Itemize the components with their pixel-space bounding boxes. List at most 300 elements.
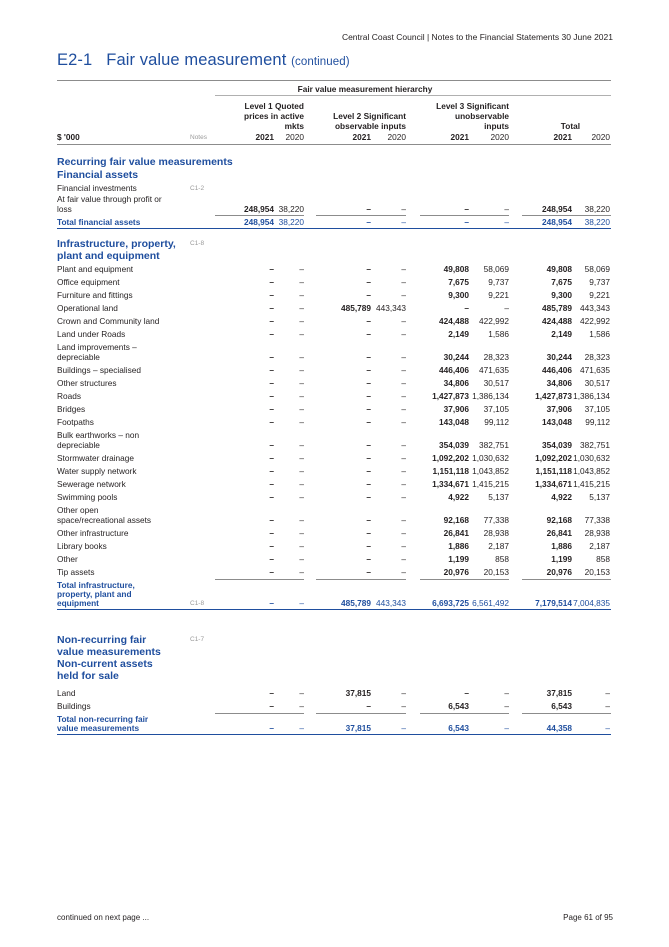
nonrecurring-heading: value measurements (57, 646, 161, 658)
row-value: 485,789 (542, 303, 572, 313)
row-value: 49,808 (546, 264, 572, 274)
row-value: 2,149 (551, 329, 572, 339)
row-value: – (269, 688, 274, 698)
nonrecurring-total-value: 37,815 (345, 723, 371, 733)
subtotal-rule (522, 215, 611, 216)
row-value: 28,938 (584, 528, 610, 538)
row-label: Roads (57, 391, 81, 401)
row-note: C1-8 (190, 600, 205, 607)
row-value: – (366, 701, 371, 711)
header-rule-bottom (57, 144, 611, 145)
recurring-heading: Recurring fair value measurements (57, 156, 233, 168)
running-header: Central Coast Council | Notes to the Financial Statements 30 June 2021 (341, 32, 613, 42)
row-value: – (299, 329, 304, 339)
infrastructure-heading: Infrastructure, property, (57, 238, 176, 250)
row-value: – (605, 688, 610, 698)
row-label: At fair value through profit or (57, 194, 162, 204)
row-value: – (401, 554, 406, 564)
row-value: 34,806 (546, 378, 572, 388)
subtotal-rule (316, 713, 406, 714)
row-label: depreciable (57, 440, 100, 450)
row-value: 7,675 (551, 277, 572, 287)
row-value: 1,415,215 (472, 479, 509, 489)
infrastructure-total-value: 6,693,725 (432, 598, 469, 608)
footer-continued: continued on next page ... (57, 913, 150, 922)
row-label: value measurements (57, 723, 140, 733)
row-value: 1,043,852 (573, 466, 610, 476)
nonrecurring-total-value: – (401, 723, 406, 733)
row-value: – (504, 688, 509, 698)
row-value: 30,244 (546, 352, 572, 362)
row-value: 38,220 (278, 204, 304, 214)
row-value: 92,168 (443, 515, 469, 525)
row-value: – (464, 688, 469, 698)
row-value: 1,043,852 (472, 466, 509, 476)
row-value: – (401, 492, 406, 502)
row-value: – (299, 541, 304, 551)
infrastructure-total-value: 7,004,835 (573, 598, 610, 608)
row-value: 471,635 (479, 365, 509, 375)
row-value: – (299, 417, 304, 427)
row-value: – (401, 391, 406, 401)
row-value: 1,586 (488, 329, 509, 339)
row-value: 38,220 (584, 204, 610, 214)
row-value: – (605, 701, 610, 711)
row-value: 143,048 (439, 417, 469, 427)
infrastructure-total-value: 7,179,514 (535, 598, 572, 608)
row-value: – (366, 479, 371, 489)
row-value: 9,221 (488, 290, 509, 300)
row-value: – (401, 515, 406, 525)
level1-heading-line: Level 1 Quoted (244, 101, 304, 111)
row-label: Stormwater drainage (57, 453, 135, 463)
row-label: Sewerage network (57, 479, 126, 489)
row-value: 9,300 (448, 290, 469, 300)
row-value: 30,244 (443, 352, 469, 362)
row-label: Bulk earthworks – non (57, 430, 140, 440)
row-value: – (366, 515, 371, 525)
row-value: – (299, 391, 304, 401)
row-value: 37,815 (546, 688, 572, 698)
row-value: 248,954 (542, 204, 572, 214)
row-value: 2,149 (448, 329, 469, 339)
row-note: C1-2 (190, 185, 205, 192)
year-heading: 2021 (255, 132, 274, 142)
row-value: 1,886 (551, 541, 572, 551)
row-value: – (269, 554, 274, 564)
row-value: 9,737 (589, 277, 610, 287)
row-value: 7,675 (448, 277, 469, 287)
row-value: – (299, 479, 304, 489)
row-value: – (269, 492, 274, 502)
year-heading: 2020 (490, 132, 509, 142)
row-value: 77,338 (483, 515, 509, 525)
infrastructure-total-value: – (269, 598, 274, 608)
year-heading: 2021 (450, 132, 469, 142)
row-value: 1,386,134 (472, 391, 509, 401)
row-value: 9,300 (551, 290, 572, 300)
row-label: equipment (57, 598, 99, 608)
row-value: – (401, 277, 406, 287)
row-label: Financial investments (57, 183, 137, 193)
year-heading: 2021 (553, 132, 572, 142)
row-value: – (366, 440, 371, 450)
row-value: 443,343 (580, 303, 610, 313)
row-value: – (269, 378, 274, 388)
row-value: – (401, 466, 406, 476)
row-label: Tip assets (57, 567, 95, 577)
row-value: – (269, 417, 274, 427)
row-value: 1,199 (551, 554, 572, 564)
section-number: E2-1 (57, 51, 93, 69)
row-value: – (366, 391, 371, 401)
row-value: 20,976 (443, 567, 469, 577)
hierarchy-caption: Fair value measurement hierarchy (297, 84, 433, 94)
row-value: 92,168 (546, 515, 572, 525)
row-value: 1,151,118 (432, 466, 469, 476)
row-value: 37,105 (584, 404, 610, 414)
row-value: 446,406 (439, 365, 469, 375)
row-value: – (401, 567, 406, 577)
row-value: 49,808 (443, 264, 469, 274)
infrastructure-total-value: 443,343 (376, 598, 406, 608)
level3-heading-line: Level 3 Significant (436, 101, 509, 111)
row-value: – (366, 404, 371, 414)
row-value: – (299, 567, 304, 577)
subtotal-rule (420, 215, 509, 216)
row-value: 37,815 (345, 688, 371, 698)
row-label: Crown and Community land (57, 316, 160, 326)
financial-total-rule (57, 228, 611, 229)
row-value: – (299, 277, 304, 287)
row-value: 77,338 (584, 515, 610, 525)
row-value: – (269, 264, 274, 274)
row-value: – (269, 701, 274, 711)
infrastructure-total-rule (57, 609, 611, 610)
row-value: 5,137 (488, 492, 509, 502)
row-value: – (299, 378, 304, 388)
row-value: – (269, 290, 274, 300)
row-value: 485,789 (341, 303, 371, 313)
row-value: 37,906 (546, 404, 572, 414)
row-value: – (269, 277, 274, 287)
row-value: – (299, 701, 304, 711)
row-value: – (269, 515, 274, 525)
level1-heading-line: mkts (284, 121, 304, 131)
row-value: – (299, 290, 304, 300)
row-value: – (401, 352, 406, 362)
row-value: 30,517 (483, 378, 509, 388)
row-label: property, plant and (57, 589, 132, 599)
subtotal-rule (215, 215, 304, 216)
row-value: 58,069 (483, 264, 509, 274)
level1-heading-line: prices in active (244, 111, 304, 121)
level2-heading-line: observable inputs (334, 121, 406, 131)
row-value: – (401, 316, 406, 326)
row-value: – (366, 492, 371, 502)
row-value: – (366, 204, 371, 214)
row-value: 1,092,202 (535, 453, 572, 463)
footer-page-number: Page 61 of 95 (563, 913, 613, 922)
row-value: – (366, 378, 371, 388)
row-value: 2,187 (488, 541, 509, 551)
row-value: – (269, 453, 274, 463)
financial-total-value: – (401, 217, 406, 227)
subtotal-rule (420, 713, 509, 714)
row-value: – (401, 440, 406, 450)
row-value: – (366, 417, 371, 427)
row-value: – (299, 554, 304, 564)
row-value: – (366, 316, 371, 326)
row-value: – (401, 688, 406, 698)
financial-total-value: – (504, 217, 509, 227)
unit-label: $ '000 (57, 132, 80, 142)
infrastructure-total-value: 6,561,492 (472, 598, 509, 608)
row-label: Other open (57, 505, 99, 515)
row-value: 99,112 (585, 417, 610, 427)
row-value: – (299, 492, 304, 502)
row-value: – (401, 541, 406, 551)
row-value: 28,938 (483, 528, 509, 538)
subtotal-rule (215, 579, 304, 580)
row-label: Other structures (57, 378, 117, 388)
row-value: – (366, 528, 371, 538)
row-value: – (401, 417, 406, 427)
row-label: Bridges (57, 404, 86, 414)
row-value: 37,906 (443, 404, 469, 414)
row-value: 1,415,215 (573, 479, 610, 489)
subtotal-rule (316, 215, 406, 216)
row-value: – (366, 365, 371, 375)
row-value: – (299, 404, 304, 414)
row-value: – (401, 479, 406, 489)
row-value: – (401, 701, 406, 711)
level2-heading-line: Level 2 Significant (333, 111, 406, 121)
row-value: – (366, 466, 371, 476)
row-value: – (269, 404, 274, 414)
section-title: Fair value measurement (106, 51, 287, 69)
row-value: 1,334,671 (535, 479, 572, 489)
nonrecurring-total-value: 44,358 (546, 723, 572, 733)
row-value: 354,039 (542, 440, 572, 450)
subtotal-rule (522, 713, 611, 714)
subtotal-rule (316, 579, 406, 580)
row-value: 422,992 (580, 316, 610, 326)
row-value: – (269, 466, 274, 476)
row-value: – (299, 352, 304, 362)
row-label: Total infrastructure, (57, 580, 135, 590)
nonrecurring-total-value: – (299, 723, 304, 733)
row-value: – (366, 329, 371, 339)
row-value: – (366, 290, 371, 300)
infrastructure-heading: plant and equipment (57, 250, 160, 262)
row-value: 471,635 (580, 365, 610, 375)
row-value: 1,334,671 (432, 479, 469, 489)
row-value: – (366, 541, 371, 551)
row-value: 1,386,134 (573, 391, 610, 401)
nonrecurring-heading: Non-current assets (57, 658, 153, 670)
row-value: – (366, 567, 371, 577)
row-value: – (269, 303, 274, 313)
nonrecurring-total-value: – (605, 723, 610, 733)
row-value: 1,427,873 (432, 391, 469, 401)
row-value: 858 (495, 554, 509, 564)
row-value: – (269, 440, 274, 450)
row-value: 20,153 (584, 567, 610, 577)
row-value: – (504, 303, 509, 313)
hierarchy-rule (215, 95, 611, 96)
row-label: Land improvements – (57, 342, 137, 352)
row-value: – (366, 277, 371, 287)
financial-total-value: 38,220 (584, 217, 610, 227)
level3-heading-line: unobservable (455, 111, 509, 121)
row-value: 1,030,632 (472, 453, 509, 463)
row-label: Other (57, 554, 78, 564)
row-value: 4,922 (448, 492, 469, 502)
row-value: – (299, 515, 304, 525)
notes-heading: Notes (190, 134, 207, 141)
row-value: – (299, 440, 304, 450)
row-label: Furniture and fittings (57, 290, 133, 300)
row-value: – (401, 453, 406, 463)
row-value: 58,069 (584, 264, 610, 274)
row-value: 1,030,632 (573, 453, 610, 463)
row-label: Total financial assets (57, 217, 141, 227)
row-value: 37,105 (483, 404, 509, 414)
row-value: 1,199 (448, 554, 469, 564)
row-value: 20,153 (483, 567, 509, 577)
row-value: 858 (596, 554, 610, 564)
subtotal-rule (420, 579, 509, 580)
row-value: 6,543 (448, 701, 469, 711)
row-value: 422,992 (479, 316, 509, 326)
nonrecurring-heading: held for sale (57, 670, 119, 682)
row-label: Buildings – specialised (57, 365, 141, 375)
row-value: 446,406 (542, 365, 572, 375)
row-value: – (269, 479, 274, 489)
row-value: – (401, 204, 406, 214)
level3-heading-line: inputs (484, 121, 509, 131)
row-value: – (504, 701, 509, 711)
row-value: – (269, 528, 274, 538)
header-rule-top (57, 80, 611, 81)
row-label: Water supply network (57, 466, 137, 476)
total-heading: Total (560, 121, 580, 131)
row-value: 4,922 (551, 492, 572, 502)
row-value: – (366, 453, 371, 463)
row-value: – (299, 453, 304, 463)
row-value: – (269, 352, 274, 362)
row-label: Other infrastructure (57, 528, 129, 538)
row-label: Plant and equipment (57, 264, 134, 274)
row-value: 1,427,873 (535, 391, 572, 401)
row-value: 1,886 (448, 541, 469, 551)
row-value: – (269, 391, 274, 401)
row-value: 28,323 (584, 352, 610, 362)
row-label: Land (57, 688, 76, 698)
row-value: 28,323 (483, 352, 509, 362)
row-value: 443,343 (376, 303, 406, 313)
financial-total-value: 248,954 (244, 217, 274, 227)
row-value: – (401, 365, 406, 375)
row-label: loss (57, 204, 72, 214)
row-value: – (299, 303, 304, 313)
row-value: – (504, 204, 509, 214)
row-value: 30,517 (584, 378, 610, 388)
row-value: – (464, 204, 469, 214)
row-value: – (401, 528, 406, 538)
year-heading: 2020 (591, 132, 610, 142)
row-value: – (269, 365, 274, 375)
row-value: – (366, 554, 371, 564)
row-value: – (269, 567, 274, 577)
row-label: Library books (57, 541, 107, 551)
row-value: 6,543 (551, 701, 572, 711)
row-value: – (401, 290, 406, 300)
row-label: Buildings (57, 701, 91, 711)
row-value: 424,488 (439, 316, 469, 326)
row-value: – (401, 264, 406, 274)
nonrecurring-total-value: – (269, 723, 274, 733)
row-value: – (269, 316, 274, 326)
row-value: 382,751 (479, 440, 509, 450)
row-label: Footpaths (57, 417, 94, 427)
row-value: 26,841 (443, 528, 469, 538)
page-title (57, 51, 350, 70)
row-value: 5,137 (589, 492, 610, 502)
row-value: 424,488 (542, 316, 572, 326)
row-label: Office equipment (57, 277, 120, 287)
row-value: – (269, 541, 274, 551)
row-label: depreciable (57, 352, 100, 362)
year-heading: 2020 (387, 132, 406, 142)
financial-total-value: 38,220 (278, 217, 304, 227)
financial-assets-heading: Financial assets (57, 169, 139, 181)
row-value: 1,151,118 (535, 466, 572, 476)
nonrecurring-total-value: – (504, 723, 509, 733)
row-value: – (269, 329, 274, 339)
row-value: – (299, 466, 304, 476)
infrastructure-total-value: 485,789 (341, 598, 371, 608)
row-value: – (401, 378, 406, 388)
row-label: Land under Roads (57, 329, 126, 339)
title-suffix: (continued) (291, 56, 350, 68)
financial-total-value: 248,954 (542, 217, 572, 227)
row-value: – (401, 329, 406, 339)
year-heading: 2020 (285, 132, 304, 142)
row-value: – (366, 264, 371, 274)
row-value: 143,048 (542, 417, 572, 427)
nonrecurring-total-rule (57, 734, 611, 735)
row-value: – (299, 365, 304, 375)
row-value: 99,112 (484, 417, 509, 427)
infrastructure-note: C1-8 (190, 240, 205, 247)
row-value: 26,841 (546, 528, 572, 538)
row-value: – (299, 688, 304, 698)
row-value: – (464, 303, 469, 313)
row-value: 9,737 (488, 277, 509, 287)
row-label: space/recreational assets (57, 515, 152, 525)
subtotal-rule (522, 579, 611, 580)
row-value: 1,092,202 (432, 453, 469, 463)
nonrecurring-note: C1-7 (190, 636, 205, 643)
financial-total-value: – (464, 217, 469, 227)
infrastructure-total-value: – (299, 598, 304, 608)
row-value: 1,586 (589, 329, 610, 339)
row-value: 2,187 (589, 541, 610, 551)
row-value: – (401, 404, 406, 414)
row-value: – (299, 528, 304, 538)
